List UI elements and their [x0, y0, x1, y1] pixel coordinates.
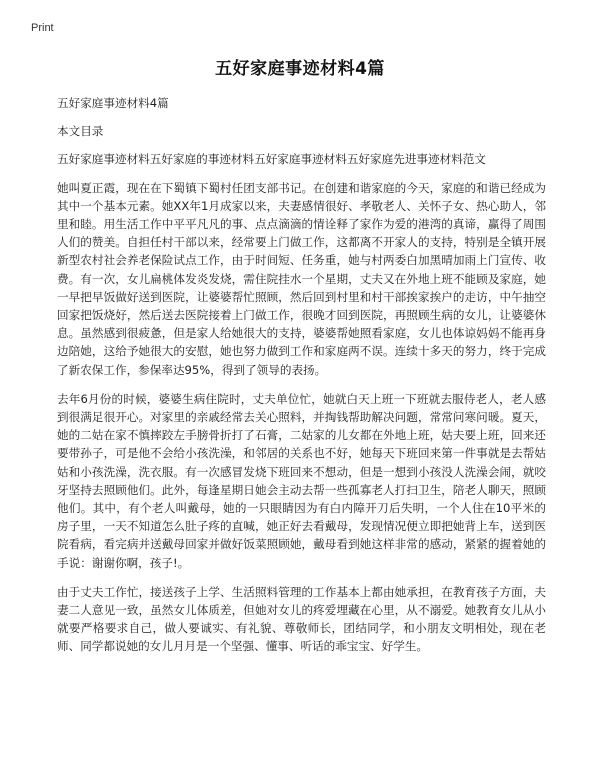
print-label: Print — [31, 22, 54, 34]
body-paragraph-1: 她叫夏正霞，现在在下蜀镇下蜀村任团支部书记。在创建和谐家庭的今天，家庭的和谐已经成为其中一个基本元素。她XX年1月成家以来，夫妻感情很好、孝敬老人、关怀子女、热心助人，邻里和睦。用生活工作中平平凡凡的事、点点滴滴的情诠释了家作为爱的港湾的真谛，赢得了周围人们的赞美。自担任村干部以来，经常要上门做工作，这都离不开家人的支持，特别是全镇开展新型农村社会养老保险试点工作，由于时间短、任务重，她与村两委白加黑晴加雨上门宣传、收费。有一次，女儿扁桃体发炎发烧，需住院挂水一个星期，丈夫又在外地上班不能顾及家庭，她一早把早饭做好送到医院，让婆婆帮忙照顾，然后回到村里和村干部挨家挨户的走访，中午抽空回家把饭烧好，然后送去医院接着上门做工作，很晚才回到医院，再照顾生病的女儿，让婆婆休息。虽然感到很疲惫，但是家人给她很大的支持，婆婆帮她照看家庭，女儿也体谅妈妈不能再身边陪她，这给予她很大的安慰，她也努力做到工作和家庭两不误。连续十多天的努力，终于完成了新农保工作，参保率达95%，得到了领导的表扬。 — [57, 180, 546, 377]
toc-line: 五好家庭事迹材料五好家庭的事迹材料五好家庭事迹材料五好家庭先进事迹材料范文 — [57, 152, 486, 167]
body-paragraph-2: 去年6月份的时候，婆婆生病住院时，丈夫单位忙，她就白天上班一下班就去服侍老人，老人感到很满足很开心。对家里的亲戚经常去关心照料，并掏钱帮助解决问题，常常问寒问暖。夏天，她的二姑在家不慎摔跤左手膀骨折打了石膏，二姑家的儿女都在外地上班，姑夫要上班，回来还要带孙子，可是他不会给小孩洗澡，和邻居的关系也不好，她每天下班回来第一件事就是去帮姑姑和小孩洗澡，洗衣服。有一次感冒发烧下班回来不想动，但是一想到小孩没人洗澡会闹，就咬牙坚持去照顾他们。此外，每逢星期日她会主动去帮一些孤寡老人打扫卫生，陪老人聊天，照顾他们。其中，有个老人叫戴母，她的一只眼睛因为有白内障开刀后失明，一个人住在10平米的房子里，一天不知道怎么肚子疼的直喊，她正好去看戴母，发现情况便立即把她背上车，送到医院看病，看完病并送戴母回家并做好饭菜照顾她，戴母看到她这样非常的感动，紧紧的握着她的手说：谢谢你啊，孩子!。 — [57, 391, 546, 570]
page-title: 五好家庭事迹材料4篇 — [215, 59, 385, 79]
body-paragraph-3: 由于丈夫工作忙，接送孩子上学、生活照料管理的工作基本上都由她承担，在教育孩子方面，夫妻二人意见一致，虽然女儿体质差，但她对女儿的疼爱埋藏在心里，从不溺爱。她教育女儿从小就要严格要求自己，做人要诚实、有礼貌、尊敬师长，团结同学，和小朋友文明相处，现在老师、同学都说她的女儿月月是一个坚强、懂事、听话的乖宝宝、好学生。 — [57, 584, 546, 654]
document-body — [57, 94, 546, 667]
document-subtitle: 五好家庭事迹材料4篇 — [57, 96, 169, 110]
toc-heading: 本文目录 — [57, 124, 104, 139]
